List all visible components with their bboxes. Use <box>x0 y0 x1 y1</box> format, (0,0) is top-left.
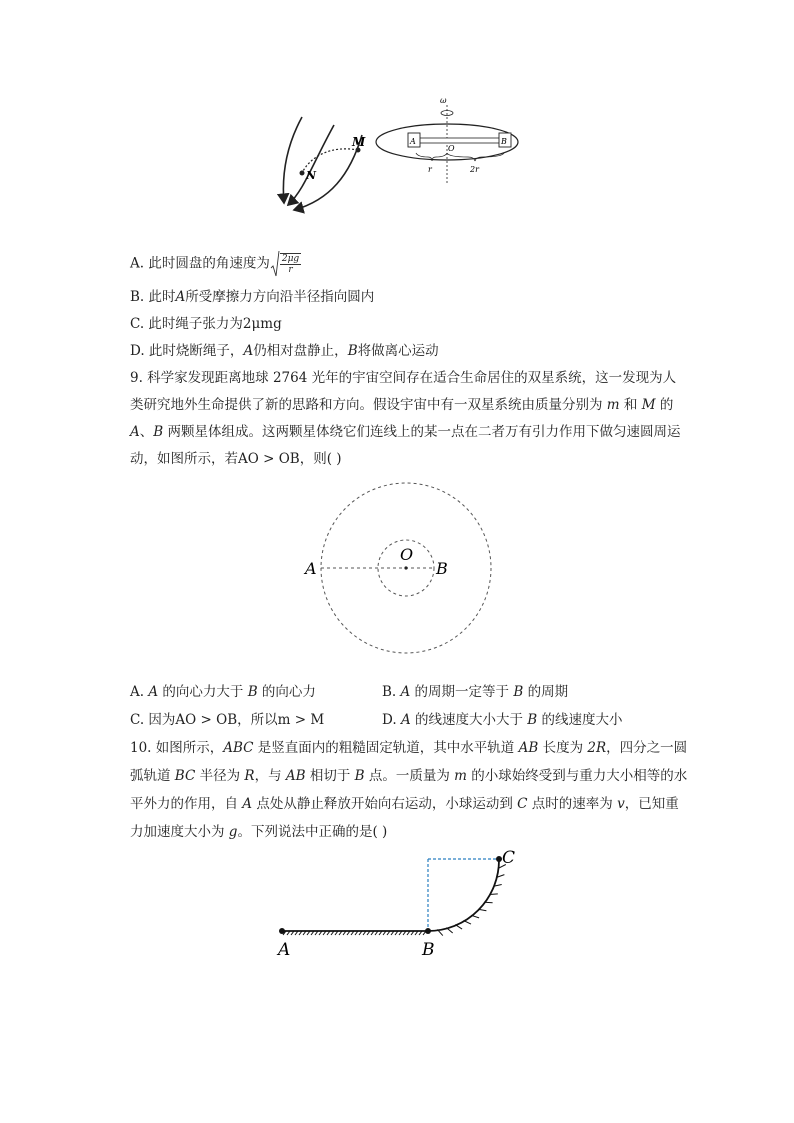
q8-option-d-var1: A <box>243 343 254 359</box>
q9-ob-2: 的周期一定等于 <box>410 684 514 700</box>
q9-figure <box>300 480 500 660</box>
label-a: A <box>278 940 291 960</box>
q10-l1-ab: AB <box>518 740 539 756</box>
q9-od-3: B <box>527 712 538 728</box>
q8-option-a-text: A. 此时圆盘的角速度为 <box>130 255 270 272</box>
q9-line3-B: B <box>153 424 164 440</box>
q9-option-d <box>382 710 623 730</box>
q9-line3-A: A <box>130 424 140 440</box>
label-n: N <box>306 169 317 182</box>
q8-option-b <box>130 287 374 307</box>
q8-option-d <box>130 341 439 361</box>
q10-l2-ab: AB <box>285 768 306 784</box>
q10-l2-b: B <box>354 768 365 784</box>
q10-figure <box>270 845 530 970</box>
label-r: r <box>428 165 432 174</box>
q10-l1-abc: ABC <box>223 740 254 756</box>
q10-stem-line4 <box>130 822 387 842</box>
q10-l2-mid3: 相切于 <box>305 768 355 784</box>
q9-line2-mid: 和 <box>619 397 642 413</box>
q8-option-d-post: 将做离心运动 <box>357 343 439 359</box>
q9-stem-line4: 动，如图所示，若AO > OB，则( ) <box>130 451 342 467</box>
label-omega: ω <box>440 96 447 105</box>
q9-od-1: A <box>400 712 411 728</box>
q9-ob-4: 的周期 <box>523 684 569 700</box>
q10-l2-m: m <box>454 768 467 784</box>
q8-option-a <box>130 250 301 278</box>
fraction-denominator: r <box>288 265 293 275</box>
q9-oa-4: 的向心力 <box>257 684 316 700</box>
q9-line2-M: M <box>641 397 656 413</box>
q10-l4-g: g <box>228 824 238 840</box>
q9-line2-m: m <box>606 397 620 413</box>
q10-l4-pre: 力加速度大小为 <box>130 824 229 840</box>
label-c: C <box>502 848 516 868</box>
q8-option-d-mid: 仍相对盘静止， <box>253 343 348 359</box>
q9-ob-0: B. <box>382 684 401 700</box>
label-b: B <box>422 940 435 960</box>
q9-line2-post: 的 <box>655 397 674 413</box>
q10-l2-mid2: ，与 <box>254 768 286 784</box>
point-n <box>300 171 305 176</box>
q9-oa-0: A. <box>130 684 149 700</box>
q10-l2-bc: BC <box>174 768 196 784</box>
q9-ob-3: B <box>513 684 524 700</box>
q8-option-d-pre: D. 此时烧断绳子， <box>130 343 244 359</box>
q9-oa-2: 的向心力大于 <box>158 684 248 700</box>
q10-l3-post: ，已知重 <box>624 796 679 812</box>
q10-l2-pre: 弧轨道 <box>130 768 175 784</box>
q10-l3-mid: 点处从静止释放开始向右运动，小球运动到 <box>252 796 518 812</box>
q10-stem-line2 <box>130 766 687 786</box>
q8-option-b-pre: B. 此时 <box>130 289 176 305</box>
q9-stem-line3 <box>130 422 680 442</box>
q8-option-c: C. 此时绳子张力为2μmg <box>130 316 282 332</box>
point-o <box>404 566 407 569</box>
q9-option-b <box>382 682 568 702</box>
q10-l3-mid2: 点时的速率为 <box>527 796 618 812</box>
q10-l2-post: 点。一质量为 <box>364 768 455 784</box>
q9-ob-1: A <box>400 684 411 700</box>
label-o: O <box>400 545 414 564</box>
q10-l1-post: ，四分之一圆 <box>606 740 688 756</box>
q10-l3-a: A <box>242 796 253 812</box>
q9-line3-sep: 、 <box>139 424 154 440</box>
q9-od-2: 的线速度大小大于 <box>410 712 528 728</box>
q8-option-d-var2: B <box>347 343 358 359</box>
label-a: A <box>410 137 416 146</box>
label-a: A <box>305 559 317 578</box>
q8-option-b-post: 所受摩擦力方向沿半径指向圆内 <box>185 289 375 305</box>
q10-stem-line3 <box>130 794 679 814</box>
q10-l1-mid: 是竖直面内的粗糙固定轨道，其中水平轨道 <box>253 740 519 756</box>
label-2r: 2r <box>470 165 479 174</box>
label-b: B <box>436 559 448 578</box>
q10-l1-2r: 2R <box>587 740 607 756</box>
q9-od-4: 的线速度大小 <box>537 712 623 728</box>
q8-option-b-var: A <box>175 289 186 305</box>
track-bc-arc <box>428 859 499 931</box>
q9-od-0: D. <box>382 712 401 728</box>
q9-option-a <box>130 682 316 702</box>
q10-l2-mid: 半径为 <box>195 768 245 784</box>
q9-stem-line2 <box>130 395 673 415</box>
track-bc-hatching <box>437 865 506 936</box>
q10-stem-line1 <box>130 738 687 758</box>
sqrt-expression <box>270 250 301 278</box>
point-b <box>425 928 431 934</box>
q10-l2-r: R <box>244 768 255 784</box>
q9-line2-pre: 类研究地外生命提供了新的思路和方向。假设宇宙中有一双星系统由质量分别为 <box>130 397 607 413</box>
label-m: M <box>352 135 366 149</box>
fraction-numerator: 2μg <box>281 254 300 264</box>
q8-figure <box>270 95 530 220</box>
q9-oa-1: A <box>148 684 159 700</box>
q10-l3-pre: 平外力的作用，自 <box>130 796 243 812</box>
q9-stem-line1: 9. 科学家发现距离地球 2764 光年的宇宙空间存在适合生命居住的双星系统，这一发现为人 <box>130 370 677 386</box>
q9-line3-post: 两颗星体组成。这两颗星体绕它们连线上的某一点在二者万有引力作用下做匀速圆周运 <box>163 424 681 440</box>
q9-oa-3: B <box>247 684 258 700</box>
q10-l3-c: C <box>517 796 528 812</box>
rod <box>418 138 502 143</box>
q10-l2-post2: 的小球始终受到与重力大小相等的水 <box>466 768 688 784</box>
q10-l1-mid2: 长度为 <box>538 740 588 756</box>
point-a <box>279 928 285 934</box>
label-o: O <box>448 144 455 153</box>
q9-option-c: C. 因为AO > OB，所以m > M <box>130 712 325 728</box>
q10-l1-pre: 10. 如图所示， <box>130 740 224 756</box>
q10-l3-v: v <box>617 796 625 812</box>
label-b: B <box>501 137 507 146</box>
q10-l4-post: 。下列说法中正确的是( ) <box>237 824 388 840</box>
